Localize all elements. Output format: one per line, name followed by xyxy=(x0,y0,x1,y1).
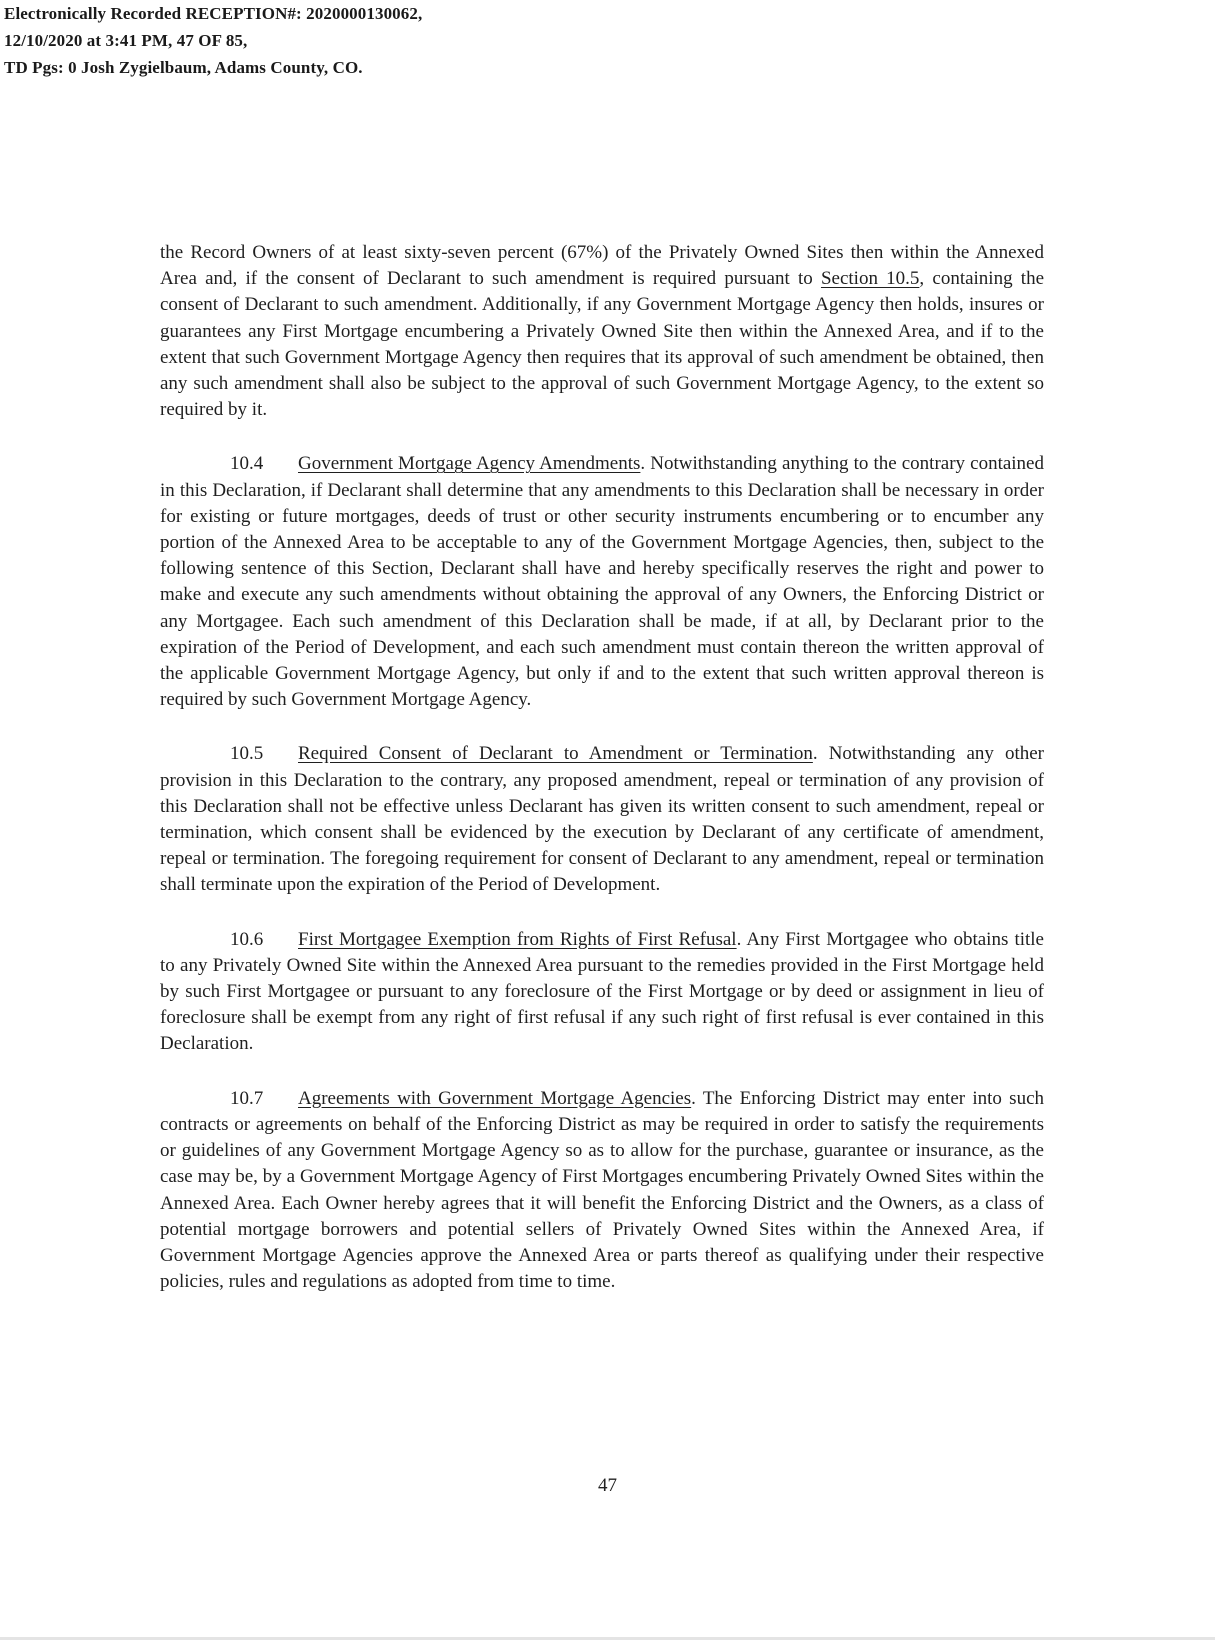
section-number: 10.6 xyxy=(230,928,264,950)
recording-stamp xyxy=(4,0,422,81)
continuation-paragraph xyxy=(160,240,1044,423)
section-10-6 xyxy=(160,927,1044,1058)
section-body: . Notwithstanding any other provision in this Declaration to the contrary, any proposed amendment, repeal or termination of any provision of this Declaration shall not be effective unless Declarant has given its written consent to such amendment, repeal or termination, which consent shall be evidenced by the execution by Declarant of any certificate of amendment, repeal or termination. The foregoing requirement for consent of Declarant to any amendment, repeal or termination shall terminate upon the expiration of the Period of Development. xyxy=(160,743,1044,896)
recording-stamp-line-1: Electronically Recorded RECEPTION#: 2020000130062, xyxy=(4,4,423,23)
section-10-7 xyxy=(160,1086,1044,1296)
section-10-5 xyxy=(160,741,1044,898)
document-body xyxy=(160,240,1044,1323)
page-number: 47 xyxy=(598,1475,617,1496)
section-heading: Agreements with Government Mortgage Agencies xyxy=(298,1087,692,1109)
section-number: 10.4 xyxy=(230,453,264,475)
section-body: . Any First Mortgagee who obtains title to any Privately Owned Site within the Annexed Area pursuant to the remedies provided in the First Mortgage held by such First Mortgagee or pursuant to any foreclosure of the First Mortgage or by deed or assignment in lieu of foreclosure shall be exempt from any right of first refusal if any such right of first refusal is ever contained in this Declaration. xyxy=(160,928,1044,1055)
section-heading: Required Consent of Declarant to Amendment or Termination xyxy=(298,743,813,765)
section-heading: First Mortgagee Exemption from Rights of First Refusal xyxy=(298,928,737,950)
scan-edge-divider xyxy=(0,1637,1215,1640)
continuation-text-a: the Record Owners of at least sixty-seven percent (67%) of the Privately Owned Sites then within the Annexed Area and, if the consent of Declarant to such amendment is required pursuant to xyxy=(160,242,1044,290)
section-body: . Notwithstanding anything to the contrary contained in this Declaration, if Declarant shall determine that any amendments to this Declaration shall be necessary in order for existing or future mortgages, deeds of trust or other security instruments encumbering or to encumber any portion of the Annexed Area to be acceptable to any of the Government Mortgage Agencies, then, subject to the following sentence of this Section, Declarant shall have and hereby specifically reserves the right and power to make and execute any such amendments without obtaining the approval of any Owners, the Enforcing District or any Mortgagee. Each such amendment of this Declaration shall be made, if at all, by Declarant prior to the expiration of the Period of Development, and each such amendment must contain thereon the written approval of the applicable Government Mortgage Agency, but only if and to the extent that such written approval thereon is required by such Government Mortgage Agency. xyxy=(160,453,1044,711)
section-body: . The Enforcing District may enter into such contracts or agreements on behalf of the Enforcing District as may be required in order to satisfy the requirements or guidelines of any Government Mortgage Agency so as to allow for the purchase, guarantee or insurance, as the case may be, by a Government Mortgage Agency of First Mortgages encumbering Privately Owned Sites within the Annexed Area. Each Owner hereby agrees that it will benefit the Enforcing District and the Owners, as a class of potential mortgage borrowers and potential sellers of Privately Owned Sites within the Annexed Area, if Government Mortgage Agencies approve the Annexed Area or parts thereof as qualifying under their respective policies, rules and regulations as adopted from time to time. xyxy=(160,1087,1044,1293)
continuation-text-b: , containing the consent of Declarant to such amendment. Additionally, if any Government Mortgage Agency then holds, insures or guarantees any First Mortgage encumbering a Privately Owned Site then within the Annexed Area, and if to the extent that such Government Mortgage Agency then requires that its approval of such amendment be obtained, then any such amendment shall also be subject to the approval of such Government Mortgage Agency, to the extent so required by it. xyxy=(160,268,1045,421)
section-number: 10.7 xyxy=(230,1087,264,1109)
section-heading: Government Mortgage Agency Amendments xyxy=(298,453,641,475)
recording-stamp-line-2: 12/10/2020 at 3:41 PM, 47 OF 85, xyxy=(4,31,248,50)
recording-stamp-line-3: TD Pgs: 0 Josh Zygielbaum, Adams County, CO. xyxy=(4,58,363,77)
section-reference: Section 10.5 xyxy=(820,268,920,290)
section-10-4 xyxy=(160,451,1044,713)
section-number: 10.5 xyxy=(230,743,264,765)
